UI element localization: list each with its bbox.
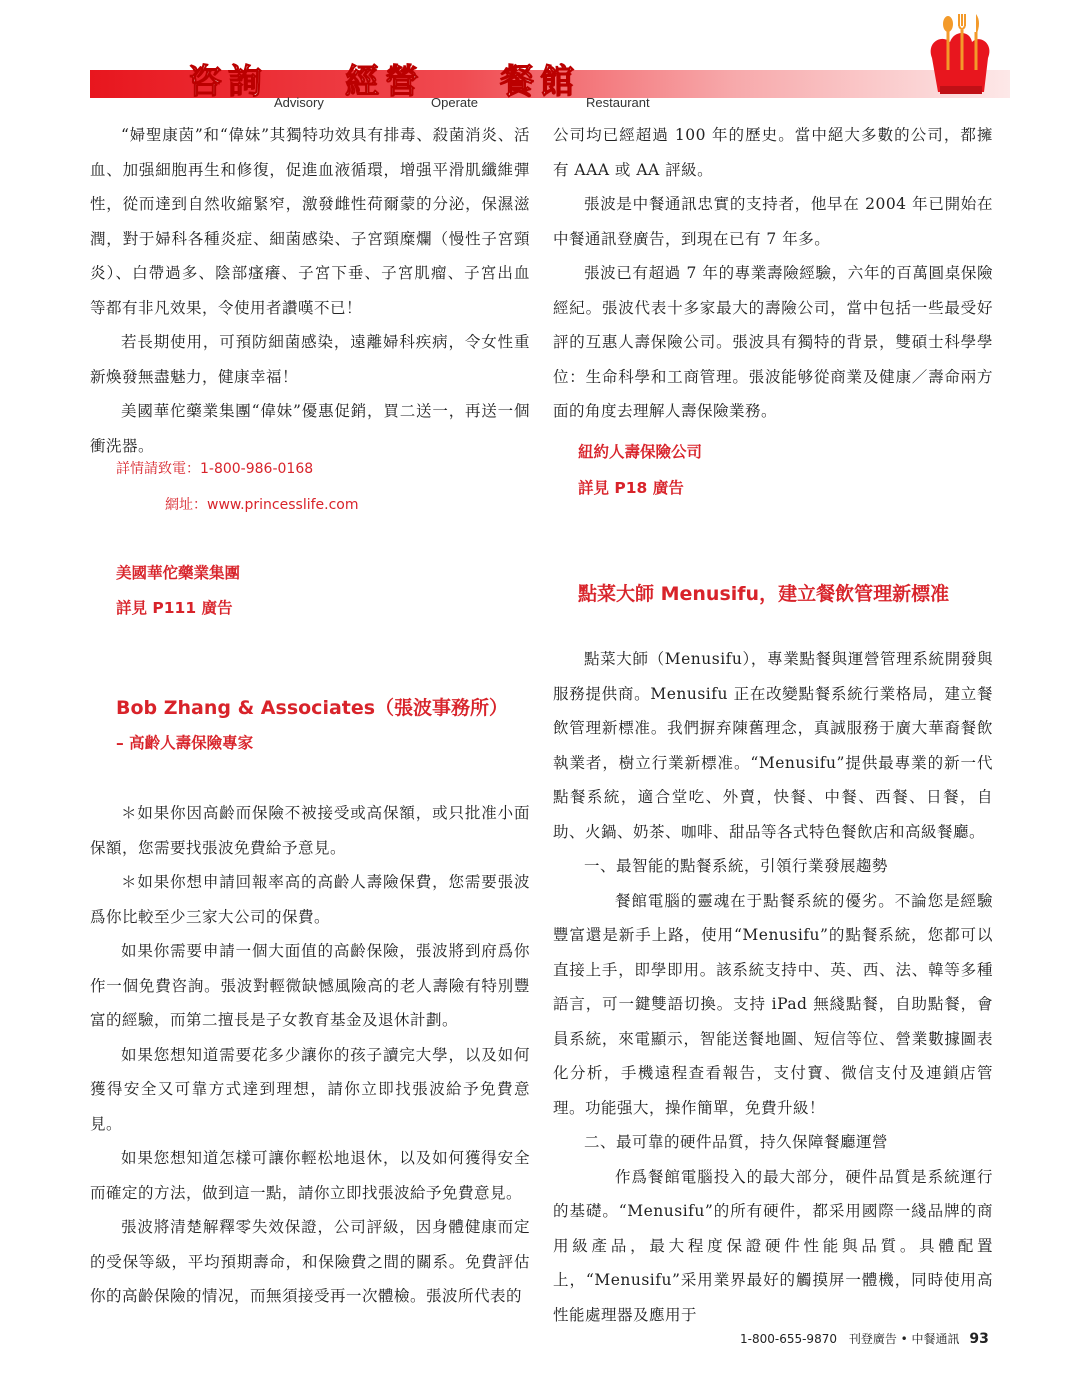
right-column-menusifu xyxy=(553,642,993,1332)
paragraph: ＊如果你因高齡而保險不被接受或高保額，或只批准小面保額，您需要找張波免費給予意見。 xyxy=(90,804,530,857)
contact-website: 網址：www.princesslife.com xyxy=(165,497,359,513)
header-operate: 經營$_{Operate}$ xyxy=(345,62,478,110)
footer-phone: 1-800-655-9870 xyxy=(740,1332,837,1346)
paragraph: 美國華佗藥業集團“偉妹”優惠促銷，買二送一，再送一個衝洗器。 xyxy=(90,402,530,455)
footer-publication: 刊登廣告 • 中餐通訊 xyxy=(848,1332,960,1346)
right-column xyxy=(553,118,993,429)
section-heading: 一、最智能的點餐系統，引領行業發展趨勢 xyxy=(584,857,889,875)
page-footer xyxy=(740,1330,989,1347)
paragraph: 如果您想知道怎樣可讓你輕松地退休，以及如何獲得安全而確定的方法，做到這一點，請你立即找張波給予免費意見。 xyxy=(90,1149,530,1202)
paragraph: 點菜大師（Menusifu），專業點餐與運營管理系統開發與服務提供商。Menusifu 正在改變點餐系統行業格局，建立餐飲管理新標准。我們摒弃陳舊理念，真誠服務于廣大華裔餐飲執業者，樹立行業新標准。“Menusifu”提供最專業的新一代點餐系統，適合堂吃、外賣，快餐、中餐、西餐、日餐，自助、火鍋、奶茶、咖啡、甜品等各式特色餐飲店和高級餐廳。 xyxy=(553,650,993,841)
article-title-bob-zhang: Bob Zhang & Associates（張波事務所） xyxy=(116,697,509,719)
chef-hat-utensils-icon xyxy=(926,12,994,100)
page-number: 93 xyxy=(969,1331,989,1347)
paragraph: 作爲餐館電腦投入的最大部分，硬件品質是系統運行的基礎。“Menusifu”的所有硬件，都采用國際一綫品牌的商用級產品，最大程度保證硬件性能與品質。具體配置上，“Menusifu”采用業界最好的觸摸屏一體機，同時使用高性能處理器及應用于 xyxy=(553,1167,993,1324)
left-column-bob xyxy=(90,796,530,1314)
company-name-new-york-life: 紐約人壽保險公司 xyxy=(578,443,703,461)
contact-phone: 詳情請致電：1-800-986-0168 xyxy=(116,461,314,477)
page-header xyxy=(0,0,1080,110)
article-title-menusifu: 點菜大師 Menusifu，建立餐飲管理新標准 xyxy=(578,583,950,605)
paragraph: ＊如果你想申請回報率高的高齡人壽險保費，您需要張波爲你比較至少三家大公司的保費。 xyxy=(90,873,530,926)
paragraph: 張波已有超過 7 年的專業壽險經驗，六年的百萬圓桌保險經紀。張波代表十多家最大的壽險公司，當中包括一些最受好評的互惠人壽保險公司。張波具有獨特的背景，雙碩士科學學位：生命科學和工商管理。張波能够從商業及健康／壽命兩方面的角度去理解人壽保險業務。 xyxy=(553,264,993,420)
section-heading: 二、最可靠的硬件品質，持久保障餐廳運營 xyxy=(584,1133,889,1151)
ad-reference-p18: 詳見 P18 廣告 xyxy=(578,479,684,497)
paragraph: 張波是中餐通訊忠實的支持者，他早在 2004 年已開始在中餐通訊登廣告，到現在已有 7 年多。 xyxy=(553,195,993,248)
company-name-huatuo: 美國華佗藥業集團 xyxy=(116,564,241,582)
paragraph: 若長期使用，可預防細菌感染，遠離婦科疾病，令女性重新煥發無盡魅力，健康幸福！ xyxy=(90,333,530,386)
paragraph: 餐館電腦的靈魂在于點餐系統的優劣。不論您是經驗豐富還是新手上路，使用“Menusifu”的點餐系統，您都可以直接上手，即學即用。該系統支持中、英、西、法、韓等多種語言，可一鍵雙語切換。支持 iPad 無綫點餐，自助點餐，會員系統，來電顯示，智能送餐地圖、短信等位、營業數據圖表化分析，手機遠程查看報告，支付寶、微信支付及連鎖店管理。功能强大，操作簡單，免費升級！ xyxy=(553,891,993,1117)
header-restaurant: 餐館$_{Restaurant}$ xyxy=(500,62,650,110)
article-subtitle: – 高齡人壽保險專家 xyxy=(116,734,254,752)
paragraph: 如果你需要申請一個大面值的高齡保險，張波將到府爲你作一個免費咨詢。張波對輕微缺憾風險高的老人壽險有特別豐富的經驗，而第二擅長是子女教育基金及退休計劃。 xyxy=(90,942,530,1029)
paragraph: 如果您想知道需要花多少讓你的孩子讀完大學，以及如何獲得安全又可靠方式達到理想，請你立即找張波給予免費意見。 xyxy=(90,1045,530,1133)
header-advisory: 咨詢$_{Advisory}$ xyxy=(188,62,324,110)
paragraph: “婦聖康茵”和“偉妹”其獨特功效具有排毒、殺菌消炎、活血、加强細胞再生和修復，促進血液循環，增强平滑肌纖維彈性，從而達到自然收縮緊窄，激發雌性荷爾蒙的分泌，保濕滋潤，對于婦科各種炎症、細菌感染、子宮頸糜爛（慢性子宮頸炎）、白帶過多、陰部瘙癢、子宮下垂、子宮肌瘤、子宮出血等都有非凡效果，令使用者讚嘆不已！ xyxy=(90,126,530,317)
left-column xyxy=(90,118,530,463)
paragraph: 公司均已經超過 100 年的歷史。當中絕大多數的公司，都擁有 AAA 或 AA 評級。 xyxy=(553,126,993,179)
paragraph: 張波將清楚解釋零失效保證，公司評級，因身體健康而定的受保等級，平均預期壽命，和保險費之間的關系。免費評估你的高齡保險的情况，而無須接受再一次體檢。張波所代表的 xyxy=(90,1218,530,1305)
ad-reference-p111: 詳見 P111 廣告 xyxy=(116,599,233,617)
